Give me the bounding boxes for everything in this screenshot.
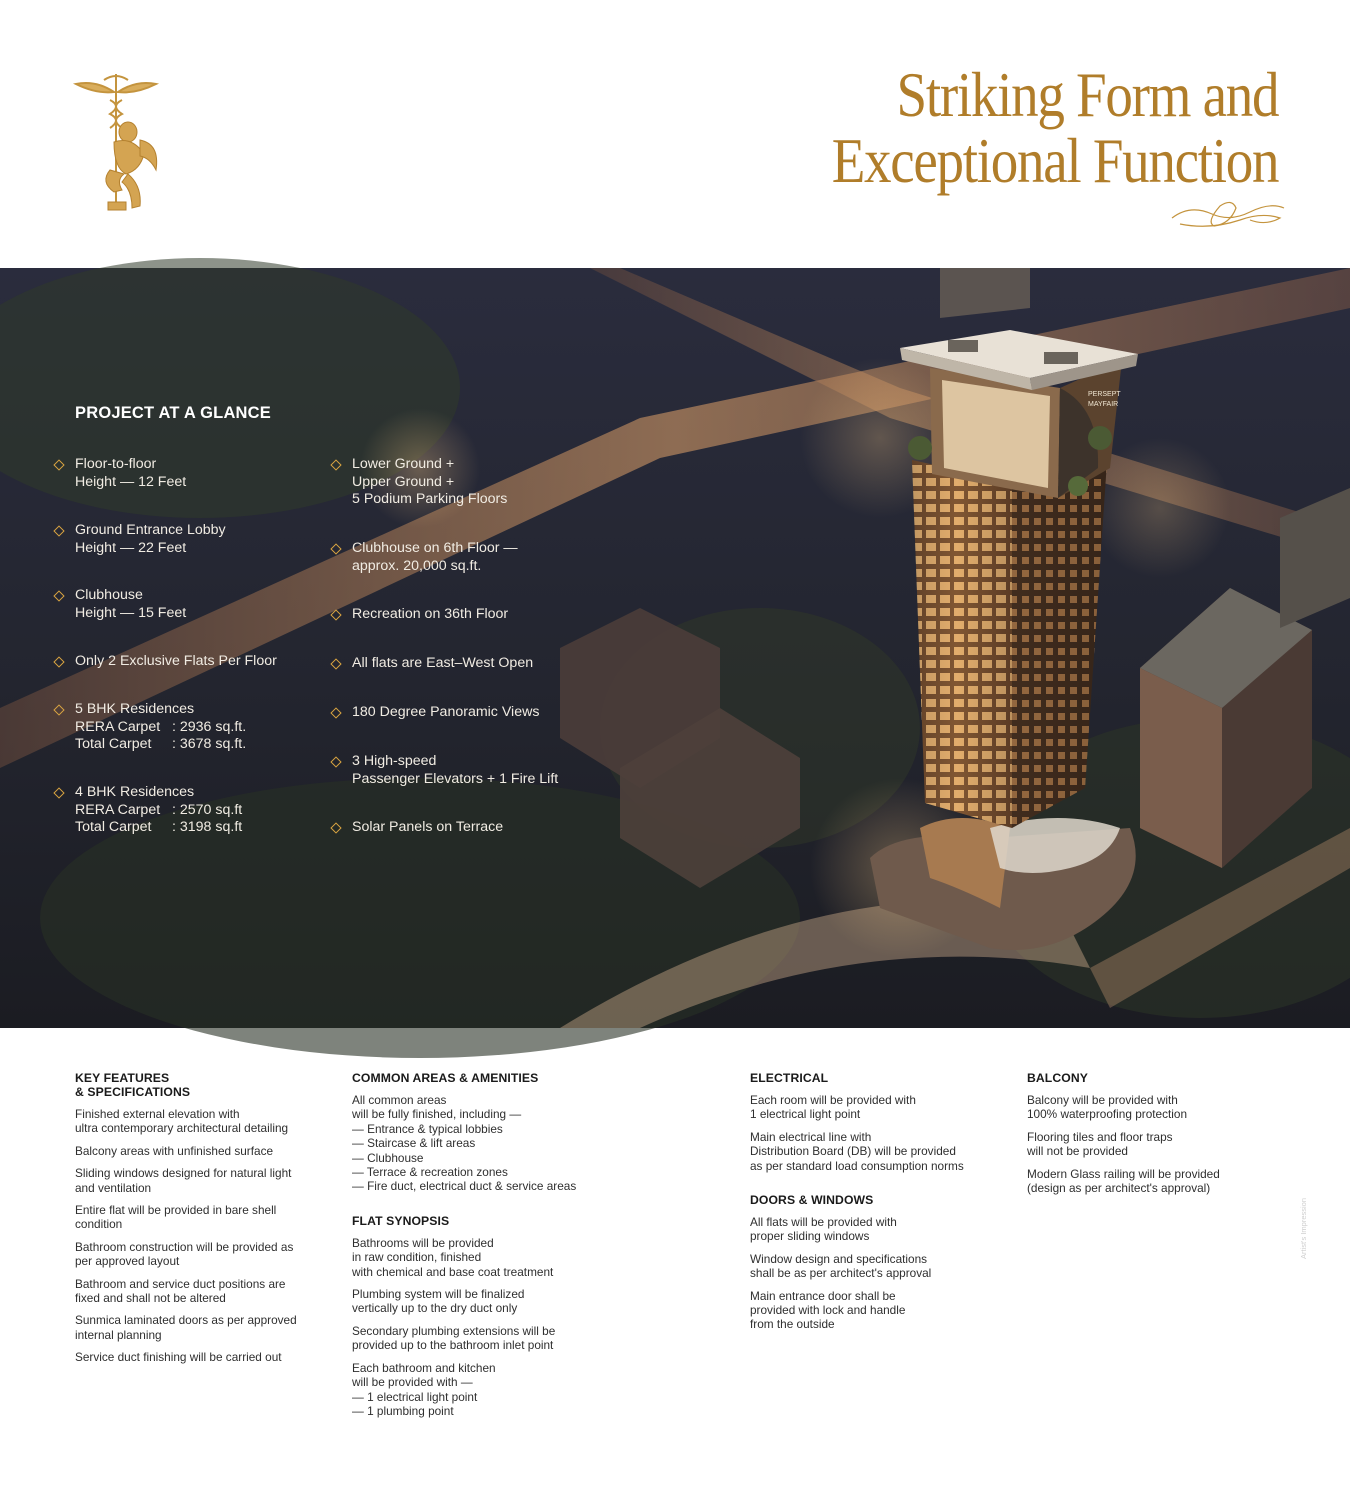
glance-item (332, 540, 518, 575)
spec-line: provided with lock and handle (750, 1303, 906, 1318)
spec-line: 100% waterproofing protection (1027, 1107, 1188, 1122)
spec-line: Flooring tiles and floor traps (1027, 1129, 1173, 1144)
spec-line: condition (75, 1217, 123, 1232)
glance-item-line: Height — 15 Feet (75, 604, 187, 621)
spec-line: ultra contemporary architectural detailing (75, 1121, 289, 1136)
spec-line: Sunmica laminated doors as per approved (75, 1313, 297, 1328)
artist-impression-note: Artist's Impression (1299, 1198, 1308, 1260)
area-label: Total Carpet (75, 819, 152, 836)
spec-line: Secondary plumbing extensions will be (352, 1323, 556, 1338)
spec-line: — Fire duct, electrical duct & service areas (352, 1179, 577, 1194)
area-value: : 2936 sq.ft. (172, 718, 247, 735)
spec-line: with chemical and base coat treatment (352, 1264, 554, 1279)
spec-heading-line: KEY FEATURES (75, 1071, 170, 1085)
diamond-bullet-icon (330, 658, 341, 669)
glance-item-line: Lower Ground + (352, 456, 455, 472)
area-row (75, 719, 246, 737)
glance-item (332, 819, 503, 837)
diamond-bullet-icon (53, 704, 64, 715)
spec-line: Finished external elevation with (75, 1107, 240, 1121)
spec-heading: ELECTRICAL (750, 1071, 829, 1085)
glance-item-line: Clubhouse (75, 587, 143, 603)
glance-item-line: 180 Degree Panoramic Views (352, 704, 540, 720)
glance-item-line: Solar Panels on Terrace (352, 819, 504, 835)
spec-line: will be provided with — (352, 1375, 473, 1390)
tower-logo-line-1: PERSEPT (1088, 391, 1121, 398)
spec-line: — Staircase & lift areas (352, 1136, 476, 1151)
spec-line: Bathrooms will be provided (352, 1235, 494, 1250)
glance-item (332, 606, 508, 624)
glance-item-line: Upper Ground + (352, 473, 455, 490)
area-value: : 2570 sq.ft (172, 801, 243, 818)
diamond-bullet-icon (53, 787, 64, 798)
glance-item-line: Passenger Elevators + 1 Fire Lift (352, 770, 559, 787)
diamond-bullet-icon (330, 609, 341, 620)
glance-item-line: Clubhouse on 6th Floor — (352, 540, 518, 556)
spec-line: All flats will be provided with (750, 1215, 897, 1230)
spec-line: internal planning (75, 1327, 162, 1342)
spec-line: All common areas (352, 1093, 447, 1107)
glance-item-title: 5 BHK Residences (75, 701, 195, 717)
spec-heading: DOORS & WINDOWS (750, 1193, 874, 1208)
glance-item-line: Floor-to-floor (75, 456, 157, 472)
spec-line: Plumbing system will be finalized (352, 1287, 525, 1302)
spec-item (1027, 1093, 1277, 1122)
spec-item (750, 1093, 1000, 1122)
diamond-bullet-icon (330, 756, 341, 767)
spec-line: Balcony areas with unfinished surface (75, 1143, 274, 1158)
glance-item-line: Recreation on 36th Floor (352, 606, 509, 622)
spec-heading: BALCONY (1027, 1071, 1088, 1085)
area-value: : 3198 sq.ft (172, 819, 243, 836)
tower-logo-line-2: MAYFAIR (1088, 401, 1119, 408)
spec-line: Distribution Board (DB) will be provided (750, 1144, 956, 1159)
spec-line: Service duct finishing will be carried out (75, 1350, 282, 1365)
spec-item (75, 1277, 325, 1306)
spec-line: and ventilation (75, 1180, 152, 1195)
spec-electrical (750, 1071, 1000, 1340)
spec-item (352, 1361, 612, 1419)
spec-line: — Entrance & typical lobbies (352, 1121, 503, 1136)
spec-item (750, 1289, 1000, 1332)
spec-item (75, 1166, 325, 1195)
glance-item (55, 522, 226, 557)
diamond-bullet-icon (330, 459, 341, 470)
diamond-bullet-icon (53, 459, 64, 470)
spec-line: will not be provided (1027, 1144, 1128, 1159)
spec-line: Each bathroom and kitchen (352, 1360, 496, 1375)
spec-line: provided up to the bathroom inlet point (352, 1338, 554, 1353)
spec-line: Entire flat will be provided in bare shell (75, 1203, 277, 1218)
spec-common-areas (352, 1071, 612, 1426)
area-row (75, 819, 242, 837)
spec-line: will be fully finished, including — (352, 1107, 522, 1122)
spec-item (750, 1130, 1000, 1173)
spec-item (75, 1313, 325, 1342)
area-label: RERA Carpet (75, 718, 161, 735)
cherub-emblem-logo (70, 70, 162, 215)
glance-item (55, 653, 277, 671)
spec-line: shall be as per architect's approval (750, 1266, 932, 1281)
spec-balcony (1027, 1071, 1277, 1203)
spec-line: — Clubhouse (352, 1150, 424, 1165)
area-row (75, 802, 242, 820)
spec-item (750, 1252, 1000, 1281)
spec-item (1027, 1130, 1277, 1159)
spec-line: from the outside (750, 1317, 835, 1332)
spec-item (75, 1203, 325, 1232)
glance-item-line: approx. 20,000 sq.ft. (352, 557, 482, 574)
flourish-ornament (1170, 196, 1288, 236)
spec-line: vertically up to the dry duct only (352, 1301, 518, 1316)
area-value: : 3678 sq.ft. (172, 736, 247, 753)
spec-item (75, 1144, 325, 1158)
glance-item (332, 753, 558, 788)
spec-line: 1 electrical light point (750, 1107, 861, 1122)
glance-item-line: Height — 22 Feet (75, 539, 187, 556)
area-row (75, 736, 246, 754)
spec-line: — 1 plumbing point (352, 1403, 454, 1418)
diamond-bullet-icon (330, 822, 341, 833)
spec-heading (75, 1071, 325, 1099)
glance-item (332, 456, 507, 509)
spec-key-features (75, 1071, 325, 1373)
glance-item-line: Only 2 Exclusive Flats Per Floor (75, 653, 277, 669)
diamond-bullet-icon (53, 525, 64, 536)
spec-item (352, 1236, 612, 1279)
spec-item (75, 1240, 325, 1269)
page-title-line-1: Striking Form and (896, 59, 1278, 130)
spec-line: Window design and specifications (750, 1251, 928, 1266)
spec-line: Bathroom construction will be provided as (75, 1239, 294, 1254)
area-label: RERA Carpet (75, 801, 161, 818)
spec-item (352, 1287, 612, 1316)
page-title-line-2: Exceptional Function (831, 125, 1278, 196)
glance-item-4bhk (55, 784, 242, 837)
spec-line: per approved layout (75, 1254, 180, 1269)
glance-item-line: 5 Podium Parking Floors (352, 491, 508, 508)
spec-line: fixed and shall not be altered (75, 1291, 226, 1306)
spec-item (750, 1215, 1000, 1244)
glance-item-line: 3 High-speed (352, 753, 437, 769)
diamond-bullet-icon (53, 590, 64, 601)
spec-item (75, 1107, 325, 1136)
area-label: Total Carpet (75, 736, 152, 753)
spec-item (352, 1093, 612, 1194)
diamond-bullet-icon (53, 656, 64, 667)
spec-line: Main electrical line with (750, 1129, 872, 1144)
glance-item (332, 655, 533, 673)
spec-line: (design as per architect's approval) (1027, 1181, 1211, 1196)
spec-heading-line: & SPECIFICATIONS (75, 1085, 191, 1099)
glance-item (55, 456, 186, 491)
spec-line: Modern Glass railing will be provided (1027, 1166, 1220, 1181)
glance-item (55, 587, 186, 622)
spec-line: as per standard load consumption norms (750, 1158, 964, 1173)
spec-line: Bathroom and service duct positions are (75, 1276, 286, 1291)
spec-line: proper sliding windows (750, 1229, 870, 1244)
spec-line: Main entrance door shall be (750, 1288, 896, 1303)
glance-item-line: Height — 12 Feet (75, 473, 187, 490)
spec-line: in raw condition, finished (352, 1250, 482, 1265)
page-header (0, 0, 1350, 268)
glance-item-5bhk (55, 701, 246, 754)
diamond-bullet-icon (330, 707, 341, 718)
glance-item-title: 4 BHK Residences (75, 784, 195, 800)
glance-item-line: Ground Entrance Lobby (75, 522, 226, 538)
spec-heading: FLAT SYNOPSIS (352, 1213, 450, 1228)
aerial-night-scene (0, 268, 1350, 1028)
spec-item (352, 1324, 612, 1353)
spec-line: Sliding windows designed for natural light (75, 1166, 292, 1181)
spec-line: — 1 electrical light point (352, 1389, 478, 1404)
glance-title: PROJECT AT A GLANCE (75, 404, 271, 422)
spec-item (1027, 1167, 1277, 1196)
page-title (759, 59, 1278, 196)
glance-item (332, 704, 539, 722)
glance-item-line: All flats are East–West Open (352, 655, 534, 671)
spec-line: Each room will be provided with (750, 1093, 916, 1107)
diamond-bullet-icon (330, 543, 341, 554)
spec-heading: COMMON AREAS & AMENITIES (352, 1071, 539, 1085)
spec-line: — Terrace & recreation zones (352, 1165, 508, 1180)
spec-item (75, 1350, 325, 1364)
spec-line: Balcony will be provided with (1027, 1093, 1178, 1107)
